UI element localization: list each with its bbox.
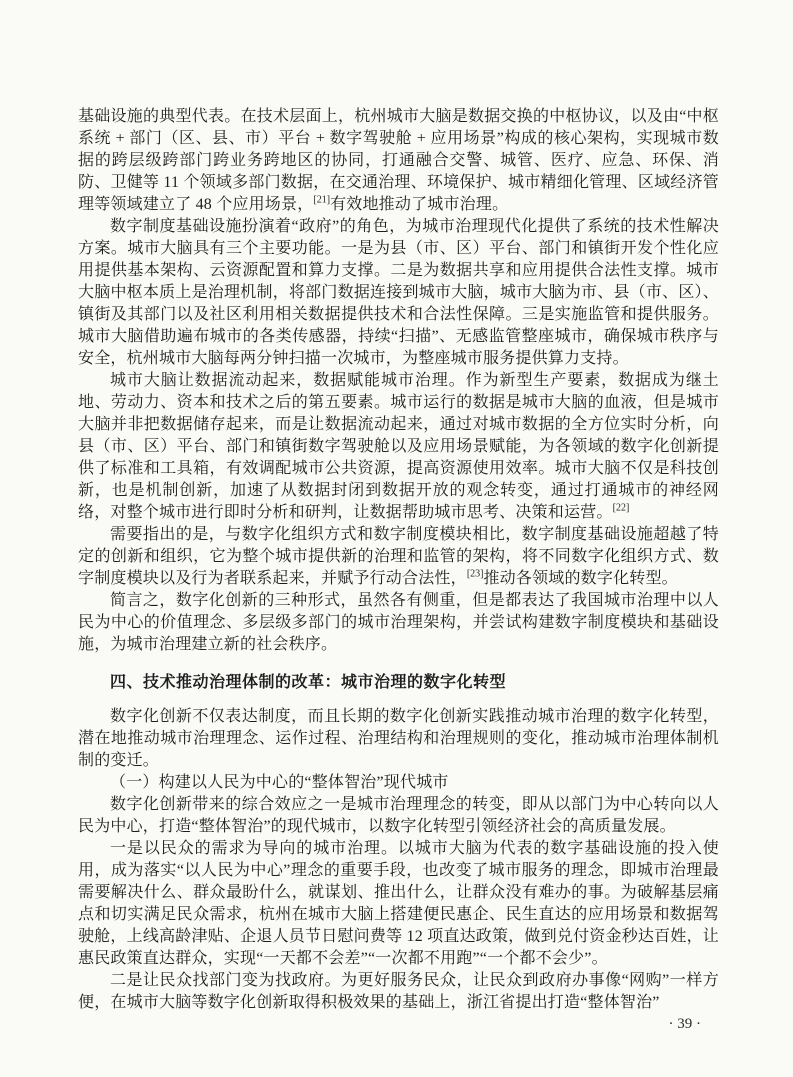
paragraph <box>78 794 719 838</box>
paragraph <box>78 106 719 216</box>
paragraph <box>78 838 719 970</box>
subsection-heading <box>78 772 719 794</box>
paragraph-text: 城市大脑让数据流动起来，数据赋能城市治理。作为新型生产要素，数据成为继土地、劳动力、资本和技术之后的第五要素。城市运行的数据是城市大脑的血液，但是城市大脑并非把数据储存起来，而是让数据流动起来，通过对城市数据的全方位实时分析，向县（市、区）平台、部门和镇街数字驾驶舱以及应用场景赋能，为各领域的数字化创新提供了标准和工具箱，有效调配城市公共资源，提高资源使用效率。城市大脑不仅是科技创新，也是机制创新，加速了从数据封闭到数据开放的观念转变，通过打通城市的神经网络，对整个城市进行即时分析和研判，让数据帮助城市思考、决策和运营。 <box>78 372 719 521</box>
paragraph <box>78 524 719 590</box>
paragraph <box>78 370 719 524</box>
page-number: · 39 · <box>668 1016 701 1032</box>
paragraph <box>78 216 719 370</box>
paragraph-text: 推动各领域的数字化转型。 <box>483 570 678 587</box>
paragraph-text: 基础设施的典型代表。在技术层面上，杭州城市大脑是数据交换的中枢协议，以及由“中枢系统 + 部门（区、县、市）平台 + 数字驾驶舱 + 应用场景”构成的核心架构，实现城市数据的跨层级跨部门跨业务跨地区的协同，打通融合交警、城管、医疗、应急、环保、消防、卫健等 11 个领域多部门数据，在交通治理、环境保护、城市精细化管理、区域经济管理等领域建立了 48 个应用场景， <box>78 108 719 213</box>
paragraph <box>78 590 719 656</box>
document-body <box>78 106 719 1014</box>
paragraph <box>78 970 719 1014</box>
paragraph-text: 四、技术推动治理体制的改革：城市治理的数字化转型 <box>110 674 507 691</box>
section-heading <box>78 672 719 694</box>
paragraph-text: 数字化创新带来的综合效应之一是城市治理理念的转变，即从以部门为中心转向以人民为中心，打造“整体智治”的现代城市，以数字化转型引领经济社会的高质量发展。 <box>78 796 719 835</box>
paragraph-text: 数字制度基础设施扮演着“政府”的角色，为城市治理现代化提供了系统的技术性解决方案。城市大脑具有三个主要功能。一是为县（市、区）平台、部门和镇街开发个性化应用提供基本架构、云资源配置和算力支撑。二是为数据共享和应用提供合法性支撑。城市大脑中枢本质上是治理机制，将部门数据连接到城市大脑，城市大脑为市、县（市、区）、镇街及其部门以及社区利用相关数据提供技术和合法性保障。三是实施监管和提供服务。城市大脑借助遍布城市的各类传感器，持续“扫描”、无感监管整座城市，确保城市秩序与安全，杭州城市大脑每两分钟扫描一次城市，为整座城市服务提供算力支持。 <box>78 218 719 367</box>
paragraph-text: （一）构建以人民为中心的“整体智治”现代城市 <box>110 774 449 791</box>
paragraph-text: 有效地推动了城市治理。 <box>330 196 509 213</box>
footnote-reference: [23] <box>466 568 484 580</box>
paragraph-text: 需要指出的是，与数字化组织方式和数字制度模块相比，数字制度基础设施超越了特定的创新和组织，它为整个城市提供新的治理和监管的架构，将不同数字化组织方式、数字制度模块以及行为者联系起来，并赋予行动合法性， <box>78 526 719 587</box>
paragraph <box>78 706 719 772</box>
paragraph-text: 数字化创新不仅表达制度，而且长期的数字化创新实践推动城市治理的数字化转型，潜在地推动城市治理理念、运作过程、治理结构和治理规则的变化，推动城市治理体制机制的变迁。 <box>78 708 719 769</box>
footnote-reference: [22] <box>612 502 630 514</box>
paragraph-text: 二是让民众找部门变为找政府。为更好服务民众，让民众到政府办事像“网购”一样方便，在城市大脑等数字化创新取得积极效果的基础上，浙江省提出打造“整体智治” <box>78 972 719 1011</box>
footnote-reference: [21] <box>313 194 331 206</box>
paragraph-text: 简言之，数字化创新的三种形式，虽然各有侧重，但是都表达了我国城市治理中以人民为中心的价值理念、多层级多部门的城市治理架构，并尝试构建数字制度模块和基础设施，为城市治理建立新的社会秩序。 <box>78 592 719 653</box>
paragraph-text: 一是以民众的需求为导向的城市治理。以城市大脑为代表的数字基础设施的投入使用，成为落实“以人民为中心”理念的重要手段，也改变了城市服务的理念，即城市治理最需要解决什么、群众最盼什么，就谋划、推出什么，让群众没有难办的事。为破解基层痛点和切实满足民众需求，杭州在城市大脑上搭建便民惠企、民生直达的应用场景和数据驾驶舱，上线高龄津贴、企退人员节日慰问费等 12 项直达政策，做到兑付资金秒达百姓，让惠民政策直达群众，实现“一天都不会差”“一次都不用跑”“一个都不会少”。 <box>78 840 719 967</box>
